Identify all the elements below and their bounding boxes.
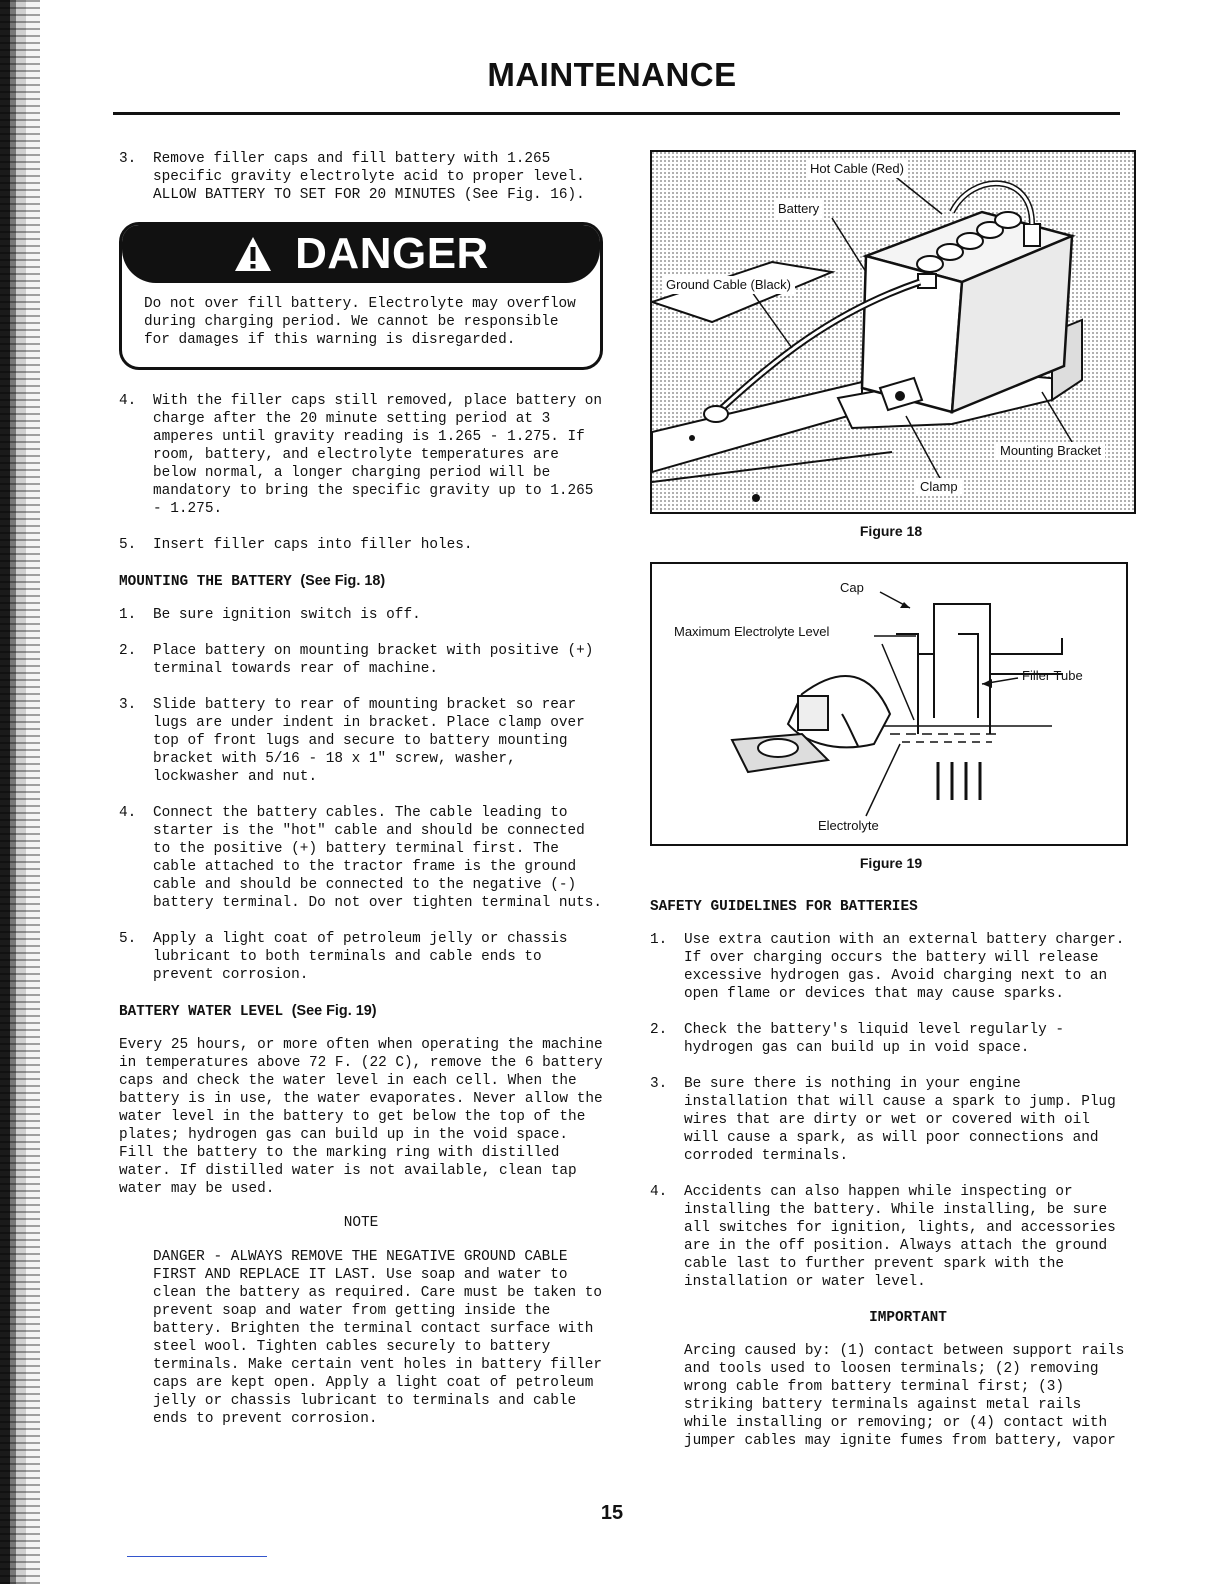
list-item: [650, 1075, 1132, 1165]
figure-18-caption: Figure 18: [859, 523, 923, 539]
step-text: Insert filler caps into filler holes.: [153, 537, 473, 553]
important-paragraph: Arcing caused by: (1) contact between support rails and tools used to loosen terminals; (2) removing wrong cable from battery terminal first; (3) striking battery terminals against metal rails while installing or removing; or (4) contact with jumper cables may ignite fumes from battery, vapor: [684, 1343, 1125, 1449]
step-text: Apply a light coat of petroleum jelly or chassis lubricant to both terminals and cable ends to prevent corrosion.: [153, 931, 568, 983]
filler-tube-label: Filler Tube: [1022, 668, 1083, 683]
safety-heading: SAFETY GUIDELINES FOR BATTERIES: [650, 899, 918, 915]
list-item: [119, 606, 603, 624]
warning-triangle-icon: [233, 235, 273, 273]
step-number: 5.: [119, 537, 137, 553]
mounting-heading-text: MOUNTING THE BATTERY: [119, 574, 292, 590]
step-number: 1.: [650, 932, 668, 948]
page-number: 15: [600, 1502, 624, 1524]
footer-rule: [127, 1556, 267, 1557]
mounting-bracket-label: Mounting Bracket: [996, 442, 1105, 460]
step-number: 3.: [119, 151, 137, 167]
step-text: Use extra caution with an external battery charger. If over charging occurs the battery will release excessive hydrogen gas. Avoid charging next to an open flame or devices that may cause sparks.: [684, 932, 1125, 1002]
list-item: [650, 1021, 1132, 1057]
step-number: 4.: [650, 1184, 668, 1200]
step-number: 2.: [650, 1022, 668, 1038]
list-item: [650, 931, 1132, 1003]
step-text: Be sure ignition switch is off.: [153, 607, 421, 623]
max-electrolyte-level-label: Maximum Electrolyte Level: [674, 624, 830, 639]
mounting-heading: [119, 572, 603, 591]
step-text: With the filler caps still removed, place battery on charge after the 20 minute setting period at 3 amperes until gravity reading is 1.265 - 1.275. If room, battery, and electrolyte temperatures are below normal, a longer charging period will be mandatory to bring the specific gravity up to 1.265 - 1.275.: [153, 393, 603, 517]
clamp-label: Clamp: [916, 478, 962, 496]
list-item: [119, 642, 603, 678]
danger-title: DANGER: [295, 229, 489, 278]
figure-19: [650, 562, 1128, 846]
safety-guidelines: [650, 931, 1132, 1291]
battery-label: Battery: [774, 200, 823, 218]
step-text: Place battery on mounting bracket with positive (+) terminal towards rear of machine.: [153, 643, 594, 677]
figure-18: [650, 150, 1136, 514]
left-column: [119, 150, 603, 1444]
note-paragraph: DANGER - ALWAYS REMOVE THE NEGATIVE GROUND CABLE FIRST AND REPLACE IT LAST. Use soap and water to clean the battery as required. Care must be taken to prevent soap and water from getting inside the battery. Brighten the terminal contact surface with steel wool. Tighten cables securely to battery terminals. Make certain vent holes in battery filler caps are kept open. Apply a light coat of petroleum jelly or chassis lubricant to terminals and cable ends to prevent corrosion.: [153, 1249, 603, 1427]
step-number: 1.: [119, 607, 137, 623]
step-text: Be sure there is nothing in your engine installation that will cause a spark to jump. Plug wires that are dirty or wet or covered with oil will cause a spark, as will poor connections and corroded terminals.: [684, 1076, 1116, 1164]
step-number: 5.: [119, 931, 137, 947]
danger-text: Do not over fill battery. Electrolyte may overflow during charging period. We cannot be responsible for damages if this warning is disregarded.: [144, 296, 576, 348]
step-number: 2.: [119, 643, 137, 659]
step-5: [119, 536, 603, 554]
danger-header: [122, 225, 600, 283]
title-rule: [113, 112, 1120, 115]
step-text: Slide battery to rear of mounting bracket so rear lugs are under indent in bracket. Place clamp over top of front lugs and secure to battery mounting bracket with 5/16 - 18 x 1" screw, washer, lockwasher and nut.: [153, 697, 585, 785]
note-heading: NOTE: [343, 1215, 379, 1231]
important-heading: IMPORTANT: [869, 1310, 947, 1326]
danger-warning-box: [119, 222, 603, 370]
page-title: MAINTENANCE: [487, 56, 737, 93]
step-text: Connect the battery cables. The cable leading to starter is the "hot" cable and should be connected to the positive (+) battery terminal first. The cable attached to the tractor frame is the ground cable and should be connected to the negative (-) battery terminal. Do not over tighten terminal nuts.: [153, 805, 603, 911]
step-number: 4.: [119, 805, 137, 821]
right-column: [650, 150, 1132, 1466]
scan-binding-edge: [0, 0, 40, 1584]
water-level-paragraph: Every 25 hours, or more often when operating the machine in temperatures above 72 F. (22 C), remove the 6 battery caps and check the water level in each cell. When the battery is in use, the water evaporates. Never allow the water level in the battery to get below the top of the plates; hydrogen gas can build up in the void space. Fill the battery to the marking ring with distilled water. If distilled water is not available, clean tap water may be used.: [119, 1037, 603, 1197]
step-number: 3.: [650, 1076, 668, 1092]
list-item: [119, 696, 603, 786]
step-3: [119, 150, 603, 204]
water-level-heading-ref: (See Fig. 19): [291, 1003, 377, 1019]
list-item: [119, 804, 603, 912]
step-text: Remove filler caps and fill battery with 1.265 specific gravity electrolyte acid to proper level. ALLOW BATTERY TO SET FOR 20 MINUTES (See Fig. 16).: [153, 151, 585, 203]
step-text: Accidents can also happen while inspecting or installing the battery. While installing, be sure all switches for ignition, lights, and accessories are in the off position. Always attach the ground cable last to further prevent spark with the installation or water level.: [684, 1184, 1116, 1290]
list-item: [650, 1183, 1132, 1291]
step-text: Check the battery's liquid level regularly - hydrogen gas can build up in void space.: [684, 1022, 1064, 1056]
electrolyte-label: Electrolyte: [818, 818, 879, 833]
step-number: 4.: [119, 393, 137, 409]
list-item: [119, 930, 603, 984]
electrolyte-level-illustration: [652, 564, 1126, 844]
step-4: [119, 392, 603, 518]
figure-19-caption: Figure 19: [859, 855, 923, 871]
water-level-heading: [119, 1002, 603, 1021]
water-level-heading-text: BATTERY WATER LEVEL: [119, 1004, 284, 1020]
step-number: 3.: [119, 697, 137, 713]
mounting-heading-ref: (See Fig. 18): [300, 573, 386, 589]
mounting-steps: [119, 606, 603, 984]
ground-cable-label: Ground Cable (Black): [662, 276, 795, 294]
cap-label: Cap: [840, 580, 864, 595]
hot-cable-label: Hot Cable (Red): [806, 160, 908, 178]
